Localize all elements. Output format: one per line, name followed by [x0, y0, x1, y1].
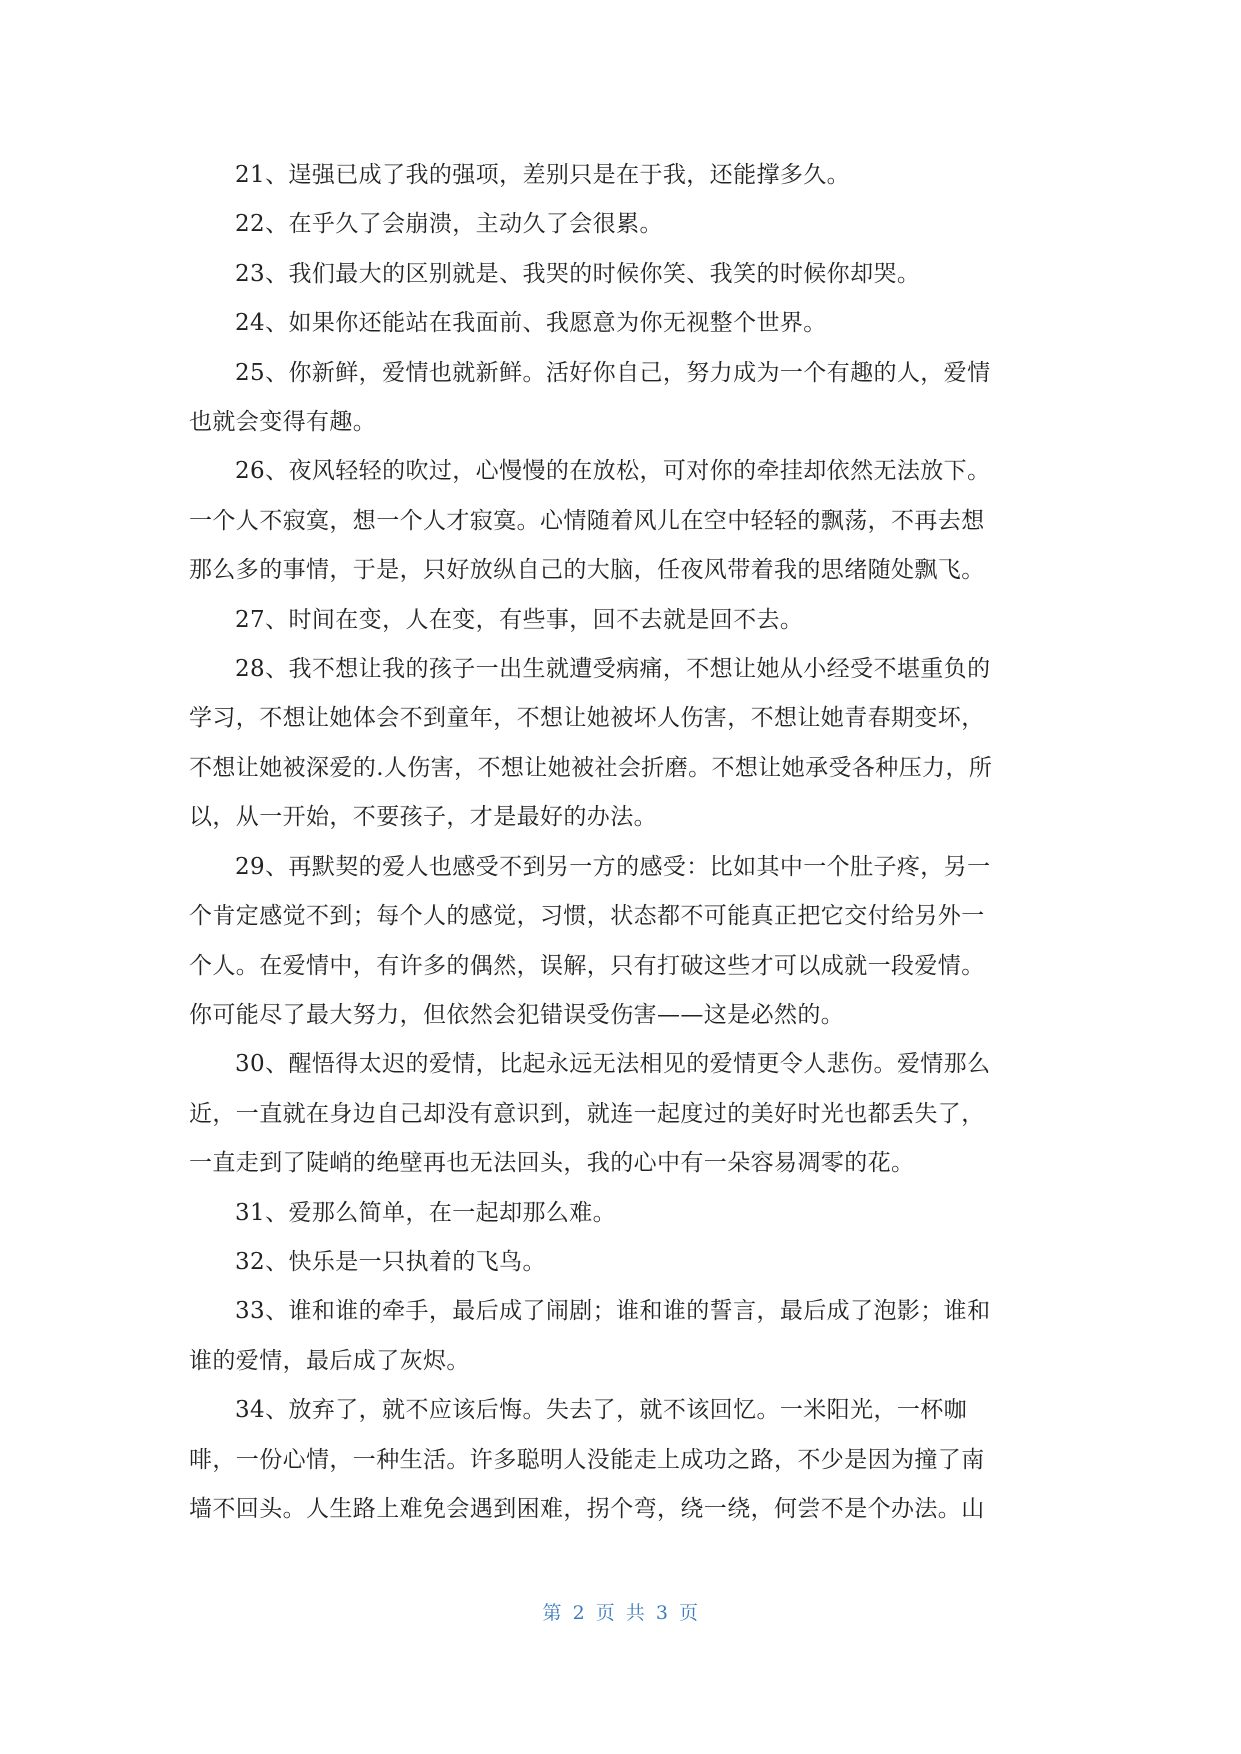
paragraph-line: 以，从一开始，不要孩子，才是最好的办法。	[189, 804, 657, 831]
paragraph	[189, 1189, 1053, 1238]
paragraph-line: 那么多的事情，于是，只好放纵自己的大脑，任夜风带着我的思绪随处飘飞。	[189, 557, 985, 584]
paragraph-line: 谁的爱情，最后成了灰烬。	[189, 1347, 470, 1374]
paragraph-line: 23、我们最大的区别就是、我哭的时候你笑、我笑的时候你却哭。	[235, 260, 921, 287]
paragraph-line: 26、夜风轻轻的吹过，心慢慢的在放松，可对你的牵挂却依然无法放下。	[235, 458, 991, 485]
paragraph	[189, 1040, 1053, 1188]
paragraph	[189, 1287, 1053, 1386]
paragraph	[189, 299, 1053, 348]
paragraph-line: 22、在乎久了会崩溃，主动久了会很累。	[235, 211, 663, 238]
paragraph	[189, 447, 1053, 595]
paragraph-line: 31、爱那么简单，在一起却那么难。	[235, 1199, 617, 1226]
footer-total-pages: 3	[655, 1602, 669, 1624]
paragraph-line: 学习，不想让她体会不到童年，不想让她被坏人伤害，不想让她青春期变坏，	[189, 705, 985, 732]
paragraph-line: 个肯定感觉不到；每个人的感觉，习惯，状态都不可能真正把它交付给另外一	[189, 903, 985, 930]
paragraph	[189, 200, 1053, 249]
paragraph-line: 个人。在爱情中，有许多的偶然，误解，只有打破这些才可以成就一段爱情。	[189, 952, 985, 979]
footer-suffix: 页	[678, 1602, 699, 1624]
page-footer	[0, 1598, 1241, 1625]
paragraph-line: 27、时间在变，人在变，有些事，回不去就是回不去。	[235, 606, 804, 633]
document-body	[189, 151, 1053, 1534]
footer-prefix: 第	[542, 1602, 563, 1624]
paragraph	[189, 645, 1053, 843]
paragraph	[189, 349, 1053, 448]
paragraph-line: 34、放弃了，就不应该后悔。失去了，就不该回忆。一米阳光，一杯咖	[235, 1397, 968, 1424]
paragraph-line: 近，一直就在身边自己却没有意识到，就连一起度过的美好时光也都丢失了，	[189, 1100, 985, 1127]
paragraph-line: 一直走到了陡峭的绝壁再也无法回头，我的心中有一朵容易凋零的花。	[189, 1150, 915, 1177]
paragraph	[189, 843, 1053, 1041]
paragraph	[189, 1238, 1053, 1287]
footer-current-page: 2	[572, 1602, 586, 1624]
paragraph-line: 一个人不寂寞，想一个人才寂寞。心情随着风儿在空中轻轻的飘荡，不再去想	[189, 507, 985, 534]
paragraph-line: 25、你新鲜，爱情也就新鲜。活好你自己，努力成为一个有趣的人，爱情	[235, 359, 991, 386]
paragraph	[189, 596, 1053, 645]
footer-middle: 页 共	[595, 1602, 646, 1624]
paragraph-line: 29、再默契的爱人也感受不到另一方的感受：比如其中一个肚子疼，另一	[235, 853, 991, 880]
paragraph-line: 21、逞强已成了我的强项，差别只是在于我，还能撑多久。	[235, 162, 851, 188]
paragraph-line: 啡，一份心情，一种生活。许多聪明人没能走上成功之路，不少是因为撞了南	[189, 1446, 985, 1473]
paragraph-line: 30、醒悟得太迟的爱情，比起永远无法相见的爱情更令人悲伤。爱情那么	[235, 1051, 991, 1078]
paragraph-line: 33、谁和谁的牵手，最后成了闹剧；谁和谁的誓言，最后成了泡影；谁和	[235, 1298, 991, 1325]
paragraph	[189, 151, 1053, 200]
paragraph-line: 墙不回头。人生路上难免会遇到困难，拐个弯，绕一绕，何尝不是个办法。山	[189, 1495, 985, 1522]
paragraph-line: 24、如果你还能站在我面前、我愿意为你无视整个世界。	[235, 310, 827, 337]
paragraph-line: 32、快乐是一只执着的飞鸟。	[235, 1248, 546, 1275]
paragraph	[189, 1386, 1053, 1534]
paragraph-line: 不想让她被深爱的.人伤害，不想让她被社会折磨。不想让她承受各种压力，所	[189, 754, 993, 781]
paragraph-line: 你可能尽了最大努力，但依然会犯错误受伤害——这是必然的。	[189, 1001, 845, 1028]
paragraph-line: 28、我不想让我的孩子一出生就遭受病痛，不想让她从小经受不堪重负的	[235, 656, 991, 683]
paragraph	[189, 250, 1053, 299]
paragraph-line: 也就会变得有趣。	[189, 409, 377, 436]
